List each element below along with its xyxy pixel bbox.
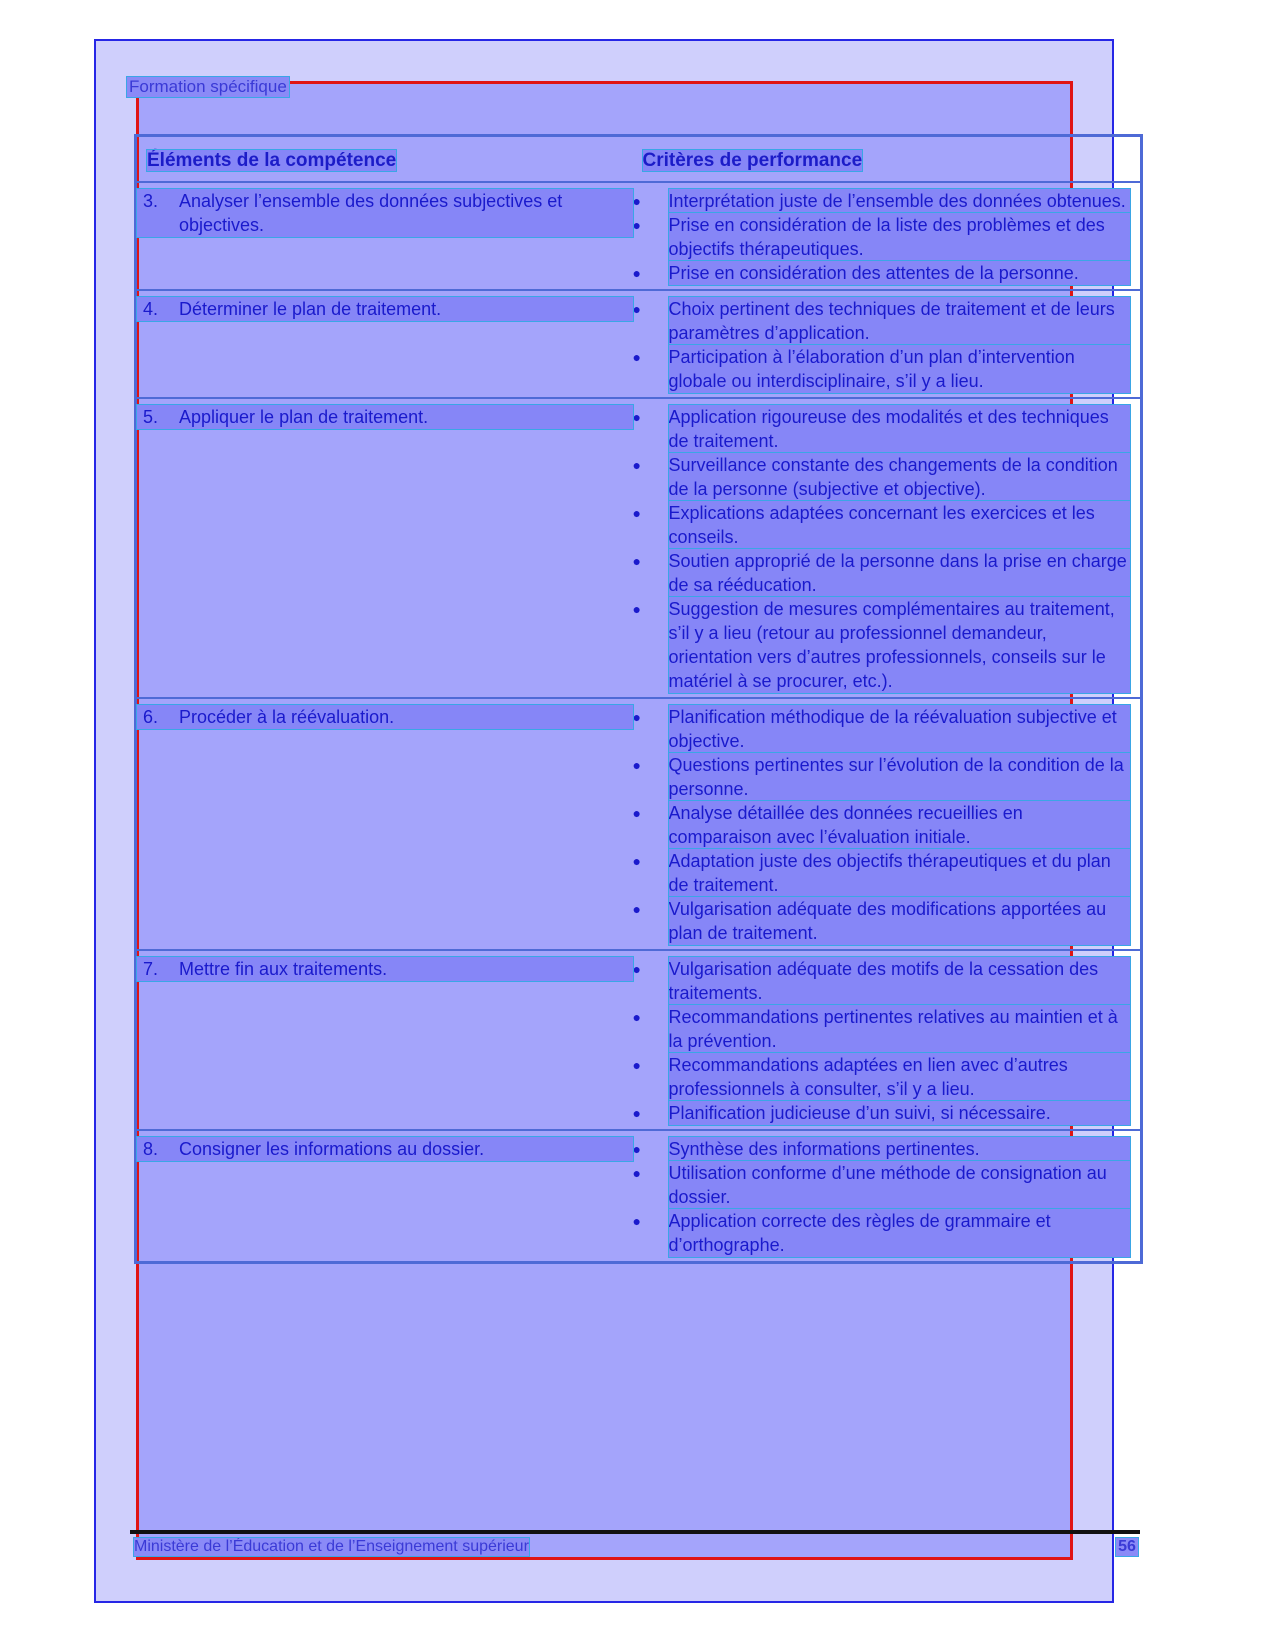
- element-text: Déterminer le plan de traitement.: [179, 299, 442, 319]
- element-cell: [136, 950, 633, 1130]
- criterion-text: Application rigoureuse des modalités et des techniques de traitement.: [669, 405, 1131, 453]
- element-number: 4.: [143, 299, 159, 319]
- element-cell: [136, 182, 633, 290]
- footer-divider: [130, 1530, 1140, 1534]
- criterion-text: Utilisation conforme d’une méthode de consignation au dossier.: [669, 1161, 1131, 1209]
- page-number: 56: [1116, 1538, 1138, 1556]
- bullet-icon: ●: [632, 1141, 641, 1157]
- criteria-cell: [633, 950, 1142, 1130]
- criterion-item: [633, 405, 1131, 453]
- criterion-text: Recommandations adaptées en lien avec d’autres professionnels à consulter, s’il y a lieu.: [669, 1053, 1131, 1101]
- competence-element: [137, 405, 633, 429]
- criteria-cell: [633, 698, 1142, 950]
- criteria-list: [633, 405, 1141, 693]
- page-header: Formation spécifique: [126, 76, 290, 98]
- element-number: 5.: [143, 407, 159, 427]
- criterion-text: Suggestion de mesures complémentaires au traitement, s’il y a lieu (retour au professionnel demandeur, orientation vers d’autres professionnels, conseils sur le matériel à se procurer, etc.).: [669, 597, 1131, 693]
- criterion-text: Prise en considération des attentes de la personne.: [669, 261, 1131, 285]
- criterion-text: Soutien approprié de la personne dans la prise en charge de sa rééducation.: [669, 549, 1131, 597]
- criterion-item: [633, 1209, 1131, 1257]
- criterion-item: [633, 297, 1131, 345]
- bullet-icon: ●: [632, 193, 641, 209]
- criterion-text: Adaptation juste des objectifs thérapeutiques et du plan de traitement.: [669, 849, 1131, 897]
- element-text: Consigner les informations au dossier.: [179, 1139, 485, 1159]
- criteria-list: [633, 1137, 1141, 1257]
- criterion-text: Planification judicieuse d’un suivi, si nécessaire.: [669, 1101, 1131, 1125]
- bullet-icon: ●: [632, 709, 641, 725]
- criterion-item: [633, 801, 1131, 849]
- bullet-icon: ●: [632, 1213, 641, 1229]
- criterion-item: [633, 189, 1131, 213]
- criterion-text: Application correcte des règles de grammaire et d’orthographe.: [669, 1209, 1131, 1257]
- column-header-criteria: Critères de performance: [633, 136, 1142, 183]
- table-header-row: [136, 136, 1142, 183]
- bullet-icon: ●: [632, 961, 641, 977]
- criterion-item: [633, 897, 1131, 945]
- bullet-icon: ●: [632, 1009, 641, 1025]
- criterion-item: [633, 1137, 1131, 1161]
- criterion-text: Analyse détaillée des données recueillies en comparaison avec l’évaluation initiale.: [669, 801, 1131, 849]
- element-number: 7.: [143, 959, 159, 979]
- criteria-cell: [633, 1130, 1142, 1263]
- competence-element: [137, 189, 633, 237]
- table-row: [136, 398, 1142, 698]
- element-cell: [136, 398, 633, 698]
- criterion-item: [633, 261, 1131, 285]
- criterion-text: Participation à l’élaboration d’un plan d’intervention globale ou interdisciplinaire, s’il y a lieu.: [669, 345, 1131, 393]
- bullet-icon: ●: [632, 901, 641, 917]
- criterion-text: Surveillance constante des changements de la condition de la personne (subjective et objective).: [669, 453, 1131, 501]
- element-cell: [136, 290, 633, 398]
- bullet-icon: ●: [632, 853, 641, 869]
- bullet-icon: ●: [632, 457, 641, 473]
- element-text: Mettre fin aux traitements.: [179, 959, 388, 979]
- criterion-text: Explications adaptées concernant les exercices et les conseils.: [669, 501, 1131, 549]
- element-number: 8.: [143, 1139, 159, 1159]
- criterion-text: Prise en considération de la liste des problèmes et des objectifs thérapeutiques.: [669, 213, 1131, 261]
- bullet-icon: ●: [632, 553, 641, 569]
- element-number: 3.: [143, 191, 159, 211]
- criterion-item: [633, 345, 1131, 393]
- criterion-text: Synthèse des informations pertinentes.: [669, 1137, 1131, 1161]
- criterion-item: [633, 1053, 1131, 1101]
- criteria-list: [633, 189, 1141, 285]
- criterion-text: Choix pertinent des techniques de traitement et de leurs paramètres d’application.: [669, 297, 1131, 345]
- criteria-cell: [633, 290, 1142, 398]
- bullet-icon: ●: [632, 1165, 641, 1181]
- criterion-item: [633, 753, 1131, 801]
- element-number: 6.: [143, 707, 159, 727]
- criteria-cell: [633, 398, 1142, 698]
- bullet-icon: ●: [632, 409, 641, 425]
- competence-element: [137, 957, 633, 981]
- competence-element: [137, 1137, 633, 1161]
- criterion-item: [633, 213, 1131, 261]
- competence-table: [134, 134, 1143, 1264]
- bullet-icon: ●: [632, 301, 641, 317]
- table-row: [136, 290, 1142, 398]
- criterion-text: Questions pertinentes sur l’évolution de la condition de la personne.: [669, 753, 1131, 801]
- bullet-icon: ●: [632, 349, 641, 365]
- criterion-item: [633, 501, 1131, 549]
- element-cell: [136, 698, 633, 950]
- criterion-text: Vulgarisation adéquate des motifs de la cessation des traitements.: [669, 957, 1131, 1005]
- element-cell: [136, 1130, 633, 1263]
- criterion-text: Interprétation juste de l’ensemble des données obtenues.: [669, 189, 1131, 213]
- table-row: [136, 1130, 1142, 1263]
- criterion-item: [633, 849, 1131, 897]
- criteria-list: [633, 297, 1141, 393]
- table-row: [136, 182, 1142, 290]
- element-text: Appliquer le plan de traitement.: [179, 407, 429, 427]
- criterion-text: Recommandations pertinentes relatives au maintien et à la prévention.: [669, 1005, 1131, 1053]
- criteria-cell: [633, 182, 1142, 290]
- bullet-icon: ●: [632, 265, 641, 281]
- table-row: [136, 950, 1142, 1130]
- criterion-item: [633, 549, 1131, 597]
- competence-element: [137, 297, 633, 321]
- bullet-icon: ●: [632, 757, 641, 773]
- criterion-item: [633, 705, 1131, 753]
- bullet-icon: ●: [632, 217, 641, 233]
- criterion-text: Planification méthodique de la réévaluation subjective et objective.: [669, 705, 1131, 753]
- criterion-item: [633, 957, 1131, 1005]
- element-text: Procéder à la réévaluation.: [179, 707, 395, 727]
- criteria-list: [633, 705, 1141, 945]
- column-header-elements: Éléments de la compétence: [136, 136, 633, 183]
- criterion-item: [633, 597, 1131, 693]
- footer-ministry: Ministère de l’Éducation et de l’Enseignement supérieur: [134, 1538, 529, 1555]
- criterion-item: [633, 453, 1131, 501]
- criterion-item: [633, 1005, 1131, 1053]
- criterion-item: [633, 1161, 1131, 1209]
- criteria-list: [633, 957, 1141, 1125]
- bullet-icon: ●: [632, 1057, 641, 1073]
- table-row: [136, 698, 1142, 950]
- criterion-text: Vulgarisation adéquate des modifications apportées au plan de traitement.: [669, 897, 1131, 945]
- competence-element: [137, 705, 633, 729]
- bullet-icon: ●: [632, 805, 641, 821]
- element-text: Analyser l’ensemble des données subjectives et objectives.: [179, 191, 563, 235]
- bullet-icon: ●: [632, 505, 641, 521]
- bullet-icon: ●: [632, 601, 641, 617]
- bullet-icon: ●: [632, 1105, 641, 1121]
- criterion-item: [633, 1101, 1131, 1125]
